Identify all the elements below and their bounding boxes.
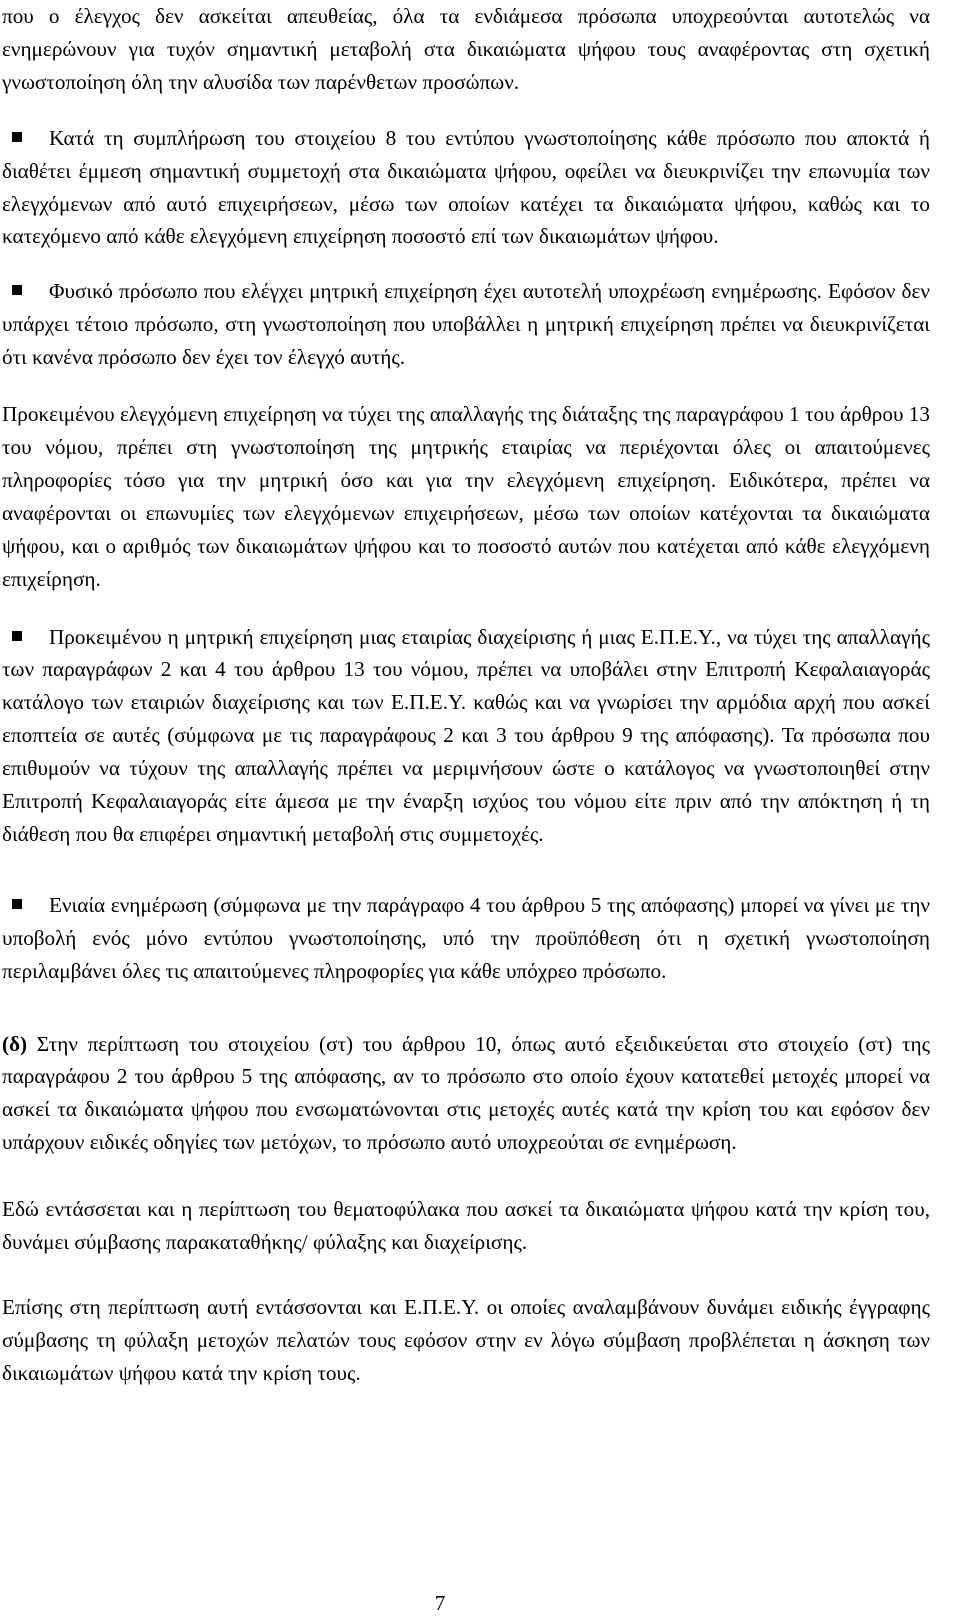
bullet-paragraph-2 bbox=[2, 275, 930, 374]
document-page bbox=[2, 0, 930, 1390]
paragraph-text: Φυσικό πρόσωπο που ελέγχει μητρική επιχείρηση έχει αυτοτελή υποχρέωση ενημέρωσης. Εφόσον δεν υπάρχει τέτοιο πρόσωπο, στη γνωστοποίηση που υποβάλλει η μητρική επιχείρηση πρέπει να διευκρινίζεται ότι κανένα πρόσωπο δεν έχει τον έλεγχό αυτής. bbox=[2, 279, 930, 370]
paragraph-4 bbox=[2, 1193, 930, 1259]
paragraph-5 bbox=[2, 1291, 930, 1390]
paragraph-text: Ενιαία ενημέρωση (σύμφωνα με την παράγραφο 4 του άρθρου 5 της απόφασης) μπορεί να γίνει με την υποβολή ενός μόνο εντύπου γνωστοποίησης, υπό την προϋπόθεση ότι η σχετική γνωστοποίηση περιλαμβάνει όλες τις απαιτούμενες πληροφορίες για κάθε υπόχρεο πρόσωπο. bbox=[2, 892, 930, 983]
page-number: 7 bbox=[434, 1591, 446, 1615]
paragraph-2 bbox=[2, 398, 930, 595]
bullet-paragraph-3 bbox=[2, 621, 930, 851]
paragraph-text: Προκειμένου η μητρική επιχείρηση μιας εταιρίας διαχείρισης ή μιας Ε.Π.Ε.Υ., να τύχει της απαλλαγής των παραγράφων 2 και 4 του άρθρου 13 του νόμου, πρέπει να υποβάλει στην Επιτροπή Κεφαλαιαγοράς κατάλογο των εταιριών διαχείρισης και των Ε.Π.Ε.Υ. καθώς και να γνωρίσει την αρμόδια αρχή που ασκεί εποπτεία σε αυτές (σύμφωνα με τις παραγράφους 2 και 3 του άρθρου 9 της απόφασης). Τα πρόσωπα που επιθυμούν να τύχουν της απαλλαγής πρέπει να μεριμνήσουν ώστε ο κατάλογος να γνωστοποιηθεί στην Επιτροπή Κεφαλαιαγοράς είτε άμεσα με την έναρξη ισχύος του νόμου είτε πριν από την απόκτηση ή τη διάθεση που θα επιφέρει σημαντική μεταβολή στις συμμετοχές. bbox=[2, 624, 930, 846]
paragraph-text: Προκειμένου ελεγχόμενη επιχείρηση να τύχει της απαλλαγής της διάταξης της παραγράφου 1 του άρθρου 13 του νόμου, πρέπει στη γνωστοποίηση της μητρικής εταιρίας να περιέχονται όλες οι απαιτούμενες πληροφορίες τόσο για την μητρική όσο και για την ελεγχόμενη επιχείρηση. Ειδικότερα, πρέπει να αναφέρονται οι επωνυμίες των ελεγχόμενων επιχειρήσεων, μέσω των οποίων κατέχονται τα δικαιώματα ψήφου, και ο αριθμός των δικαιωμάτων ψήφου και το ποσοστό αυτών που κατέχεται από κάθε ελεγχόμενη επιχείρηση. bbox=[2, 402, 930, 591]
bullet-paragraph-1 bbox=[2, 122, 930, 254]
bullet-paragraph-4 bbox=[2, 889, 930, 988]
square-bullet-icon bbox=[12, 132, 22, 142]
paragraph-text: Κατά τη συμπλήρωση του στοιχείου 8 του εντύπου γνωστοποίησης κάθε πρόσωπο που αποκτά ή διαθέτει έμμεση σημαντική συμμετοχή στα δικαιώματα ψήφου, οφείλει να διευκρινίζει την επωνυμία των ελεγχόμενων από αυτό επιχειρήσεων, μέσω των οποίων κατέχει τα δικαιώματα ψήφου, καθώς και το κατεχόμενο από κάθε ελεγχόμενη επιχείρηση ποσοστό επί των δικαιωμάτων ψήφου. bbox=[2, 125, 930, 249]
square-bullet-icon bbox=[12, 285, 22, 295]
square-bullet-icon bbox=[12, 899, 22, 909]
paragraph-text: που ο έλεγχος δεν ασκείται απευθείας, όλα τα ενδιάμεσα πρόσωπα υποχρεούνται αυτοτελώς να ενημερώνουν για τυχόν σημαντική μεταβολή στα δικαιώματα ψήφου τους αναφέροντας στη σχετική γνωστοποίηση όλη την αλυσίδα των παρένθετων προσώπων. bbox=[2, 4, 930, 94]
paragraph-1 bbox=[2, 0, 930, 99]
paragraph-text: Επίσης στη περίπτωση αυτή εντάσσονται και Ε.Π.Ε.Υ. οι οποίες αναλαμβάνουν δυνάμει ειδικής έγγραφης σύμβασης τη φύλαξη μετοχών πελατών τους εφόσον στην εν λόγω σύμβαση προβλέπεται η άσκηση των δικαιωμάτων ψήφου κατά την κρίση τους. bbox=[2, 1295, 930, 1385]
paragraph-text: Στην περίπτωση του στοιχείου (στ) του άρθρου 10, όπως αυτό εξειδικεύεται στο στοιχείο (στ) της παραγράφου 2 του άρθρου 5 της απόφασης, αν το πρόσωπο στο οποίο έχουν κατατεθεί μετοχές μπορεί να ασκεί τα δικαιώματα ψήφου που ενσωματώνονται στις μετοχές αυτές κατά την κρίση του και εφόσον δεν υπάρχουν ειδικές οδηγίες των μετόχων, το πρόσωπο αυτό υποχρεούται σε ενημέρωση. bbox=[2, 1031, 930, 1155]
square-bullet-icon bbox=[12, 631, 22, 641]
paragraph-3 bbox=[2, 1028, 930, 1160]
paragraph-text: Εδώ εντάσσεται και η περίπτωση του θεματοφύλακα που ασκεί τα δικαιώματα ψήφου κατά την κρίση του, δυνάμει σύμβασης παρακαταθήκης/ φύλαξης και διαχείρισης. bbox=[2, 1197, 930, 1255]
item-label: (δ) bbox=[2, 1031, 28, 1056]
